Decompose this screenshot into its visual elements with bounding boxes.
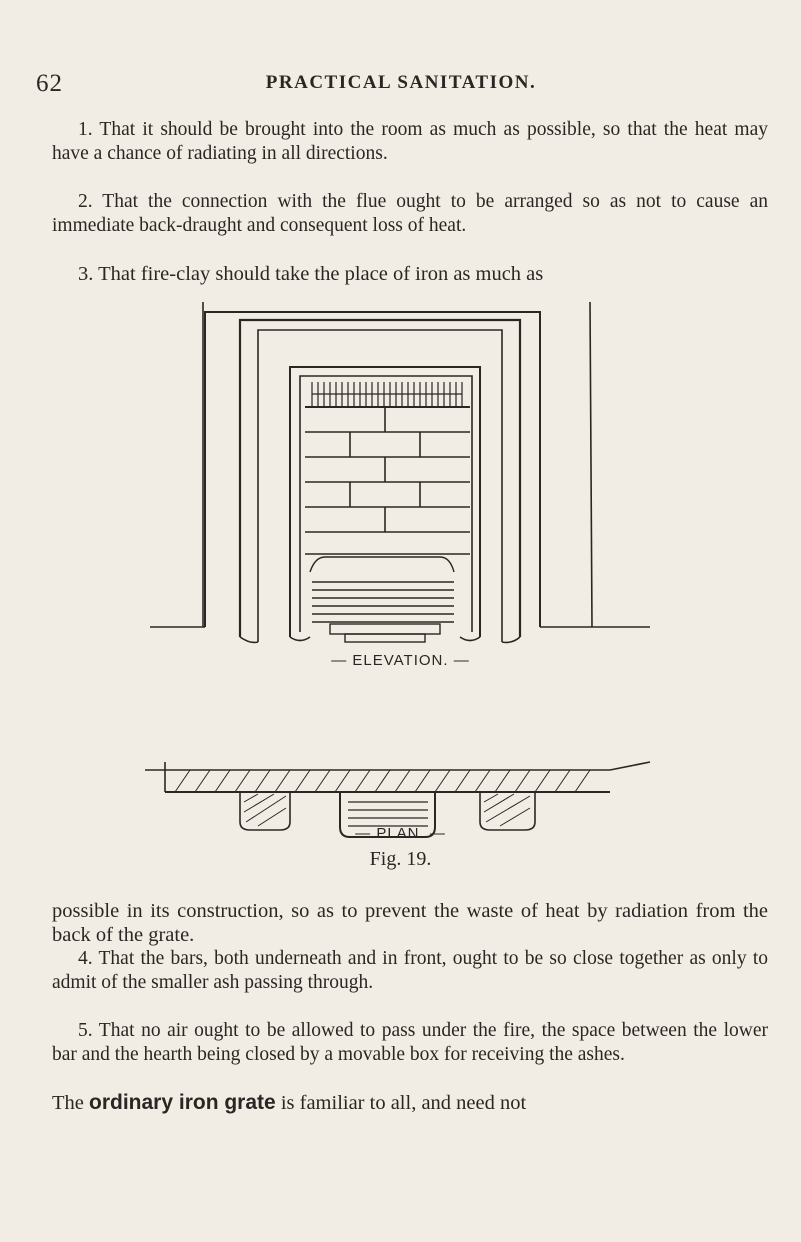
paragraph-4: possible in its construction, so as to prevent the waste of heat by radiation from the back of the grate. [52,900,768,946]
running-head: PRACTICAL SANITATION. [265,72,537,93]
plan-left-jamb-hatch [244,794,286,826]
paragraph-6: 5. That no air ought to be allowed to pass under the fire, the space between the lower bar and the hearth being closed by a movable box for receiving the ashes. [52,1020,768,1065]
elevation-label: ELEVATION. [352,652,449,669]
page-header [36,70,766,100]
page-number: 62 [36,70,63,97]
plan-caption: — PLAN. — [355,825,446,842]
figure-number: Fig. 19. [369,848,432,870]
paragraph-7-rest: is familiar to all, and need not [280,1092,527,1114]
frame-foot-left [240,637,258,642]
elevation-caption: — ELEVATION. — [331,652,470,669]
elevation-drawing [150,302,650,642]
paragraph-5: 4. That the bars, both underneath and in front, ought to be so close together as only to admit of the smaller ash passing through. [52,948,768,993]
opening-foot-right [460,637,480,641]
paragraph-7 [52,1091,768,1115]
side-line-right [590,302,592,627]
paragraph-2: 2. That the connection with the flue ought to be arranged so as not to cause an immediate back-draught and consequent loss of heat. [52,191,768,236]
frame-foot-right [502,637,520,642]
grate-lower-bars [310,557,454,642]
plan-label: PLAN. [376,825,425,842]
paragraph-1: 1. That it should be brought into the room as much as possible, so that the heat may have a chance of radiating in all directions. [52,119,768,164]
plan-grate-bars [348,802,428,826]
grate-figure [140,282,660,872]
paragraph-3: 3. That fire-clay should take the place of iron as much as [78,263,544,285]
grate-top-bars [305,382,470,407]
fireclay-courses [305,407,470,554]
paragraph-7-bold: ordinary iron grate [89,1091,276,1114]
mantel-outer [205,312,540,627]
plan-right-jamb-hatch [484,794,530,826]
opening-foot-left [290,637,310,641]
plan-hatching [175,770,590,792]
fire-opening-inner [300,376,472,632]
paragraph-7-lead: The [52,1092,84,1114]
